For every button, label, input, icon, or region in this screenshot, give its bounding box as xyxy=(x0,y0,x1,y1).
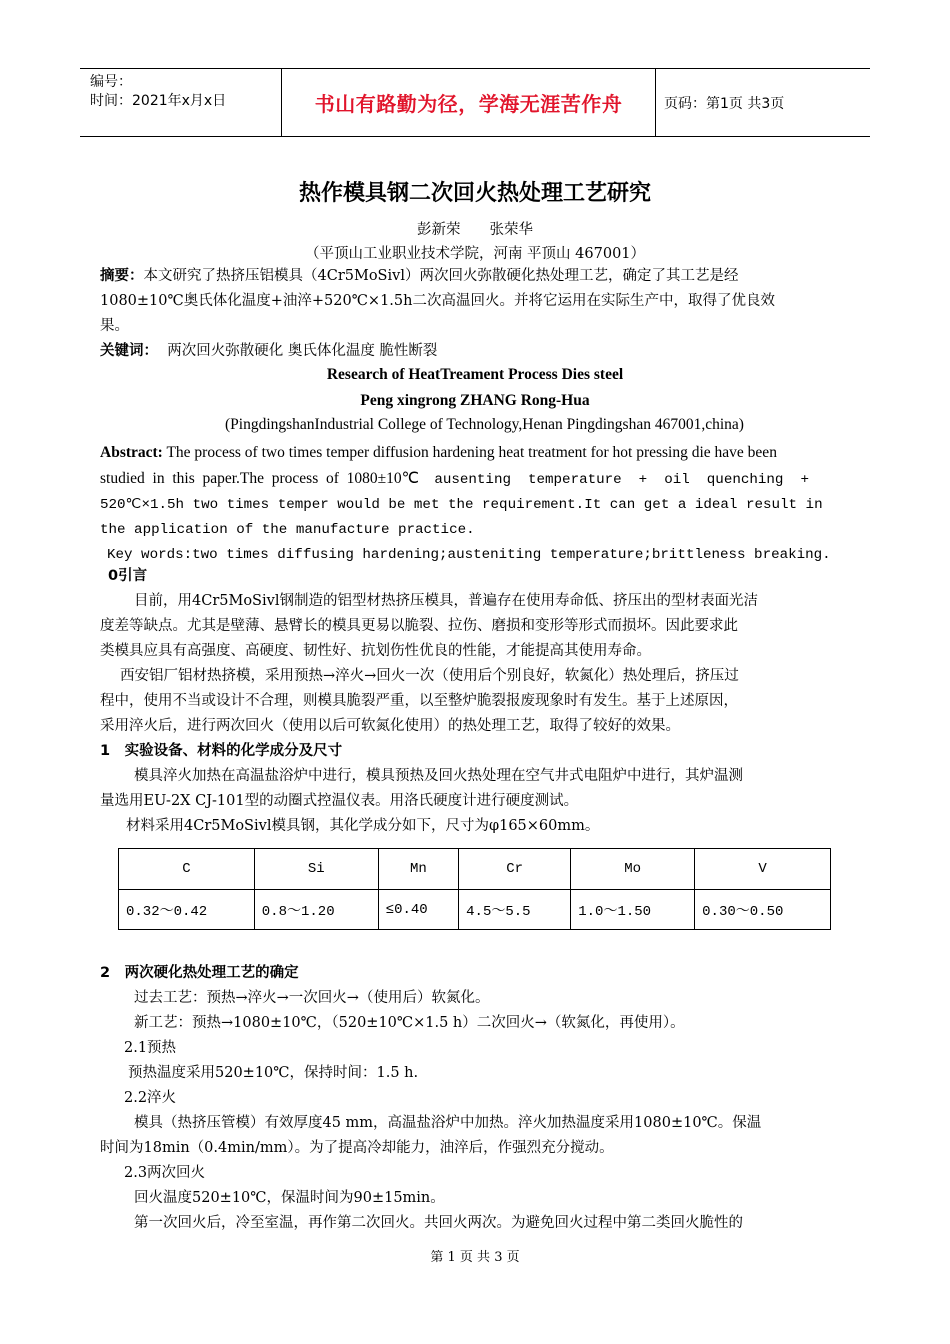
section-0-heading: 0引言 xyxy=(108,568,148,584)
section-1-heading: 1 实验设备、材料的化学成分及尺寸 xyxy=(100,743,343,759)
table-header-row xyxy=(119,849,831,890)
table-cell: 1.0～1.50 xyxy=(571,890,695,930)
table-header-cell: Mo xyxy=(571,849,695,890)
table-header-cell: Mn xyxy=(378,849,458,890)
en-abstract-label: Abstract: xyxy=(100,444,163,461)
section-1-p1-line-2: 量选用EU-2X CJ-101型的动圈式控温仪表。用洛氏硬度计进行硬度测试。 xyxy=(100,793,579,809)
section-2-2-line-1: 模具（热挤压管模）有效厚度45 mm，高温盐浴炉中加热。淬火加热温度采用1080±10℃。保温 xyxy=(134,1115,762,1131)
section-0 xyxy=(100,564,860,739)
section-0-p1-line-2: 度差等缺点。尤其是壁薄、悬臂长的模具更易以脆裂、拉伤、磨损和变形等形式而损坏。因此要求此 xyxy=(100,618,738,634)
paper-authors: 彭新荣 张荣华 xyxy=(417,222,533,238)
table-cell: ≤0.40 xyxy=(378,890,458,930)
en-abstract-line-3: 520℃×1.5h two times temper would be met the requirement.It can get a ideal result in xyxy=(100,497,823,513)
table-header-cell: Si xyxy=(254,849,378,890)
section-2-1-heading: 2.1预热 xyxy=(124,1040,177,1056)
section-0-p2-line-3: 采用淬火后，进行两次回火（使用以后可软氮化使用）的热处理工艺，取得了较好的效果。 xyxy=(100,718,680,734)
en-title: Research of HeatTreament Process Dies steel xyxy=(326,366,624,383)
section-0-p2-line-2: 程中，使用不当或设计不合理，则模具脆裂严重，以至整炉脆裂报废现象时有发生。基于上述原因， xyxy=(100,693,738,709)
paper-affiliation: （平顶山工业职业技术学院，河南 平顶山 467001） xyxy=(304,246,646,262)
motto-text: 书山有路勤为径，学海无涯苦作舟 xyxy=(314,92,623,116)
table-cell: 0.32～0.42 xyxy=(119,890,255,930)
section-2-1-text: 预热温度采用520±10℃，保持时间：1.5 h. xyxy=(128,1065,419,1081)
abstract-block xyxy=(100,264,860,364)
composition-table xyxy=(118,848,831,930)
en-authors: Peng xingrong ZHANG Rong-Hua xyxy=(360,392,590,409)
header-meta xyxy=(80,69,281,136)
table-cell: 4.5～5.5 xyxy=(459,890,571,930)
en-abstract-line-2a: studied in this paper.The process of 1080±10℃ xyxy=(100,470,420,487)
en-keywords-label: Key words: xyxy=(107,547,193,563)
en-abstract-line-1: The process of two times temper diffusion hardening heat treatment for hot pressing die have been xyxy=(166,444,777,461)
section-0-p2-line-1: 西安铝厂铝材热挤模，采用预热→淬火→回火一次（使用后个别良好，软氮化）热处理后，挤压过 xyxy=(120,668,739,684)
serial-label: 编号： xyxy=(90,74,132,90)
header-page-cell xyxy=(655,69,870,136)
en-keywords-text: two times diffusing hardening;austeniting temperature;brittleness breaking. xyxy=(192,547,831,563)
section-2-2-heading: 2.2淬火 xyxy=(124,1090,177,1106)
section-2 xyxy=(100,961,860,1236)
section-2-3-heading: 2.3两次回火 xyxy=(124,1165,206,1181)
table-header-cell: C xyxy=(119,849,255,890)
section-0-p1-line-1: 目前，用4Cr5MoSivl钢制造的铝型材热挤压模具，普遍存在使用寿命低、挤压出的型材表面光洁 xyxy=(134,593,758,609)
section-2-3-line-2: 第一次回火后，冷至室温，再作第二次回火。共回火两次。为避免回火过程中第二类回火脆性的 xyxy=(134,1215,743,1231)
header-page-label: 页码：第1页 共3页 xyxy=(664,95,785,112)
section-2-heading: 2 两次硬化热处理工艺的确定 xyxy=(100,965,299,981)
table-cell: 0.8～1.20 xyxy=(254,890,378,930)
abstract-line-1: 本文研究了热挤压铝模具（4Cr5MoSivl）两次回火弥散硬化热处理工艺，确定了其工艺是经 xyxy=(143,268,739,284)
time-label: 时间：2021年x月x日 xyxy=(90,93,227,109)
paper-title: 热作模具钢二次回火热处理工艺研究 xyxy=(298,181,651,206)
section-1-p1-line-1: 模具淬火加热在高温盐浴炉中进行，模具预热及回火热处理在空气井式电阻炉中进行，其炉温测 xyxy=(134,768,743,784)
section-2-old-process: 过去工艺：预热→淬火→一次回火→（使用后）软氮化。 xyxy=(134,990,490,1006)
table-header-cell: Cr xyxy=(459,849,571,890)
en-abstract-line-2b: ausenting temperature + oil quenching + xyxy=(434,472,809,488)
en-affiliation: (PingdingshanIndustrial College of Technology,Henan Pingdingshan 467001,china) xyxy=(225,416,744,433)
table-header-cell: V xyxy=(695,849,831,890)
keywords-text: 两次回火弥散硬化 奥氏体化温度 脆性断裂 xyxy=(167,343,438,359)
section-2-new-process: 新工艺：预热→1080±10℃，（520±10℃×1.5 h）二次回火→（软氮化，再使用）。 xyxy=(134,1015,685,1031)
section-1 xyxy=(100,739,860,839)
keywords-label: 关键词： xyxy=(100,343,158,359)
en-abstract-block xyxy=(100,440,860,568)
header-motto-cell xyxy=(281,69,656,136)
table-row xyxy=(119,890,831,930)
table-cell: 0.30～0.50 xyxy=(695,890,831,930)
section-2-3-line-1: 回火温度520±10℃，保温时间为90±15min。 xyxy=(134,1190,445,1206)
abstract-line-2: 1080±10℃奥氏体化温度+油淬+520℃×1.5h二次高温回火。并将它运用在实际生产中，取得了优良效 xyxy=(100,293,775,309)
en-abstract-line-4: the application of the manufacture practice. xyxy=(100,522,475,538)
section-2-2-line-2: 时间为18min（0.4min/mm）。为了提高冷却能力，油淬后，作强烈充分搅动。 xyxy=(100,1140,614,1156)
abstract-line-3: 果。 xyxy=(100,318,129,334)
section-0-p1-line-3: 类模具应具有高强度、高硬度、韧性好、抗划伤性优良的性能，才能提高其使用寿命。 xyxy=(100,643,651,659)
page-footer: 第 1 页 共 3 页 xyxy=(430,1250,520,1265)
section-1-p2: 材料采用4Cr5MoSivl模具钢，其化学成分如下，尺寸为φ165×60mm。 xyxy=(126,818,600,834)
page-header xyxy=(80,68,870,137)
abstract-label: 摘要： xyxy=(100,268,144,284)
